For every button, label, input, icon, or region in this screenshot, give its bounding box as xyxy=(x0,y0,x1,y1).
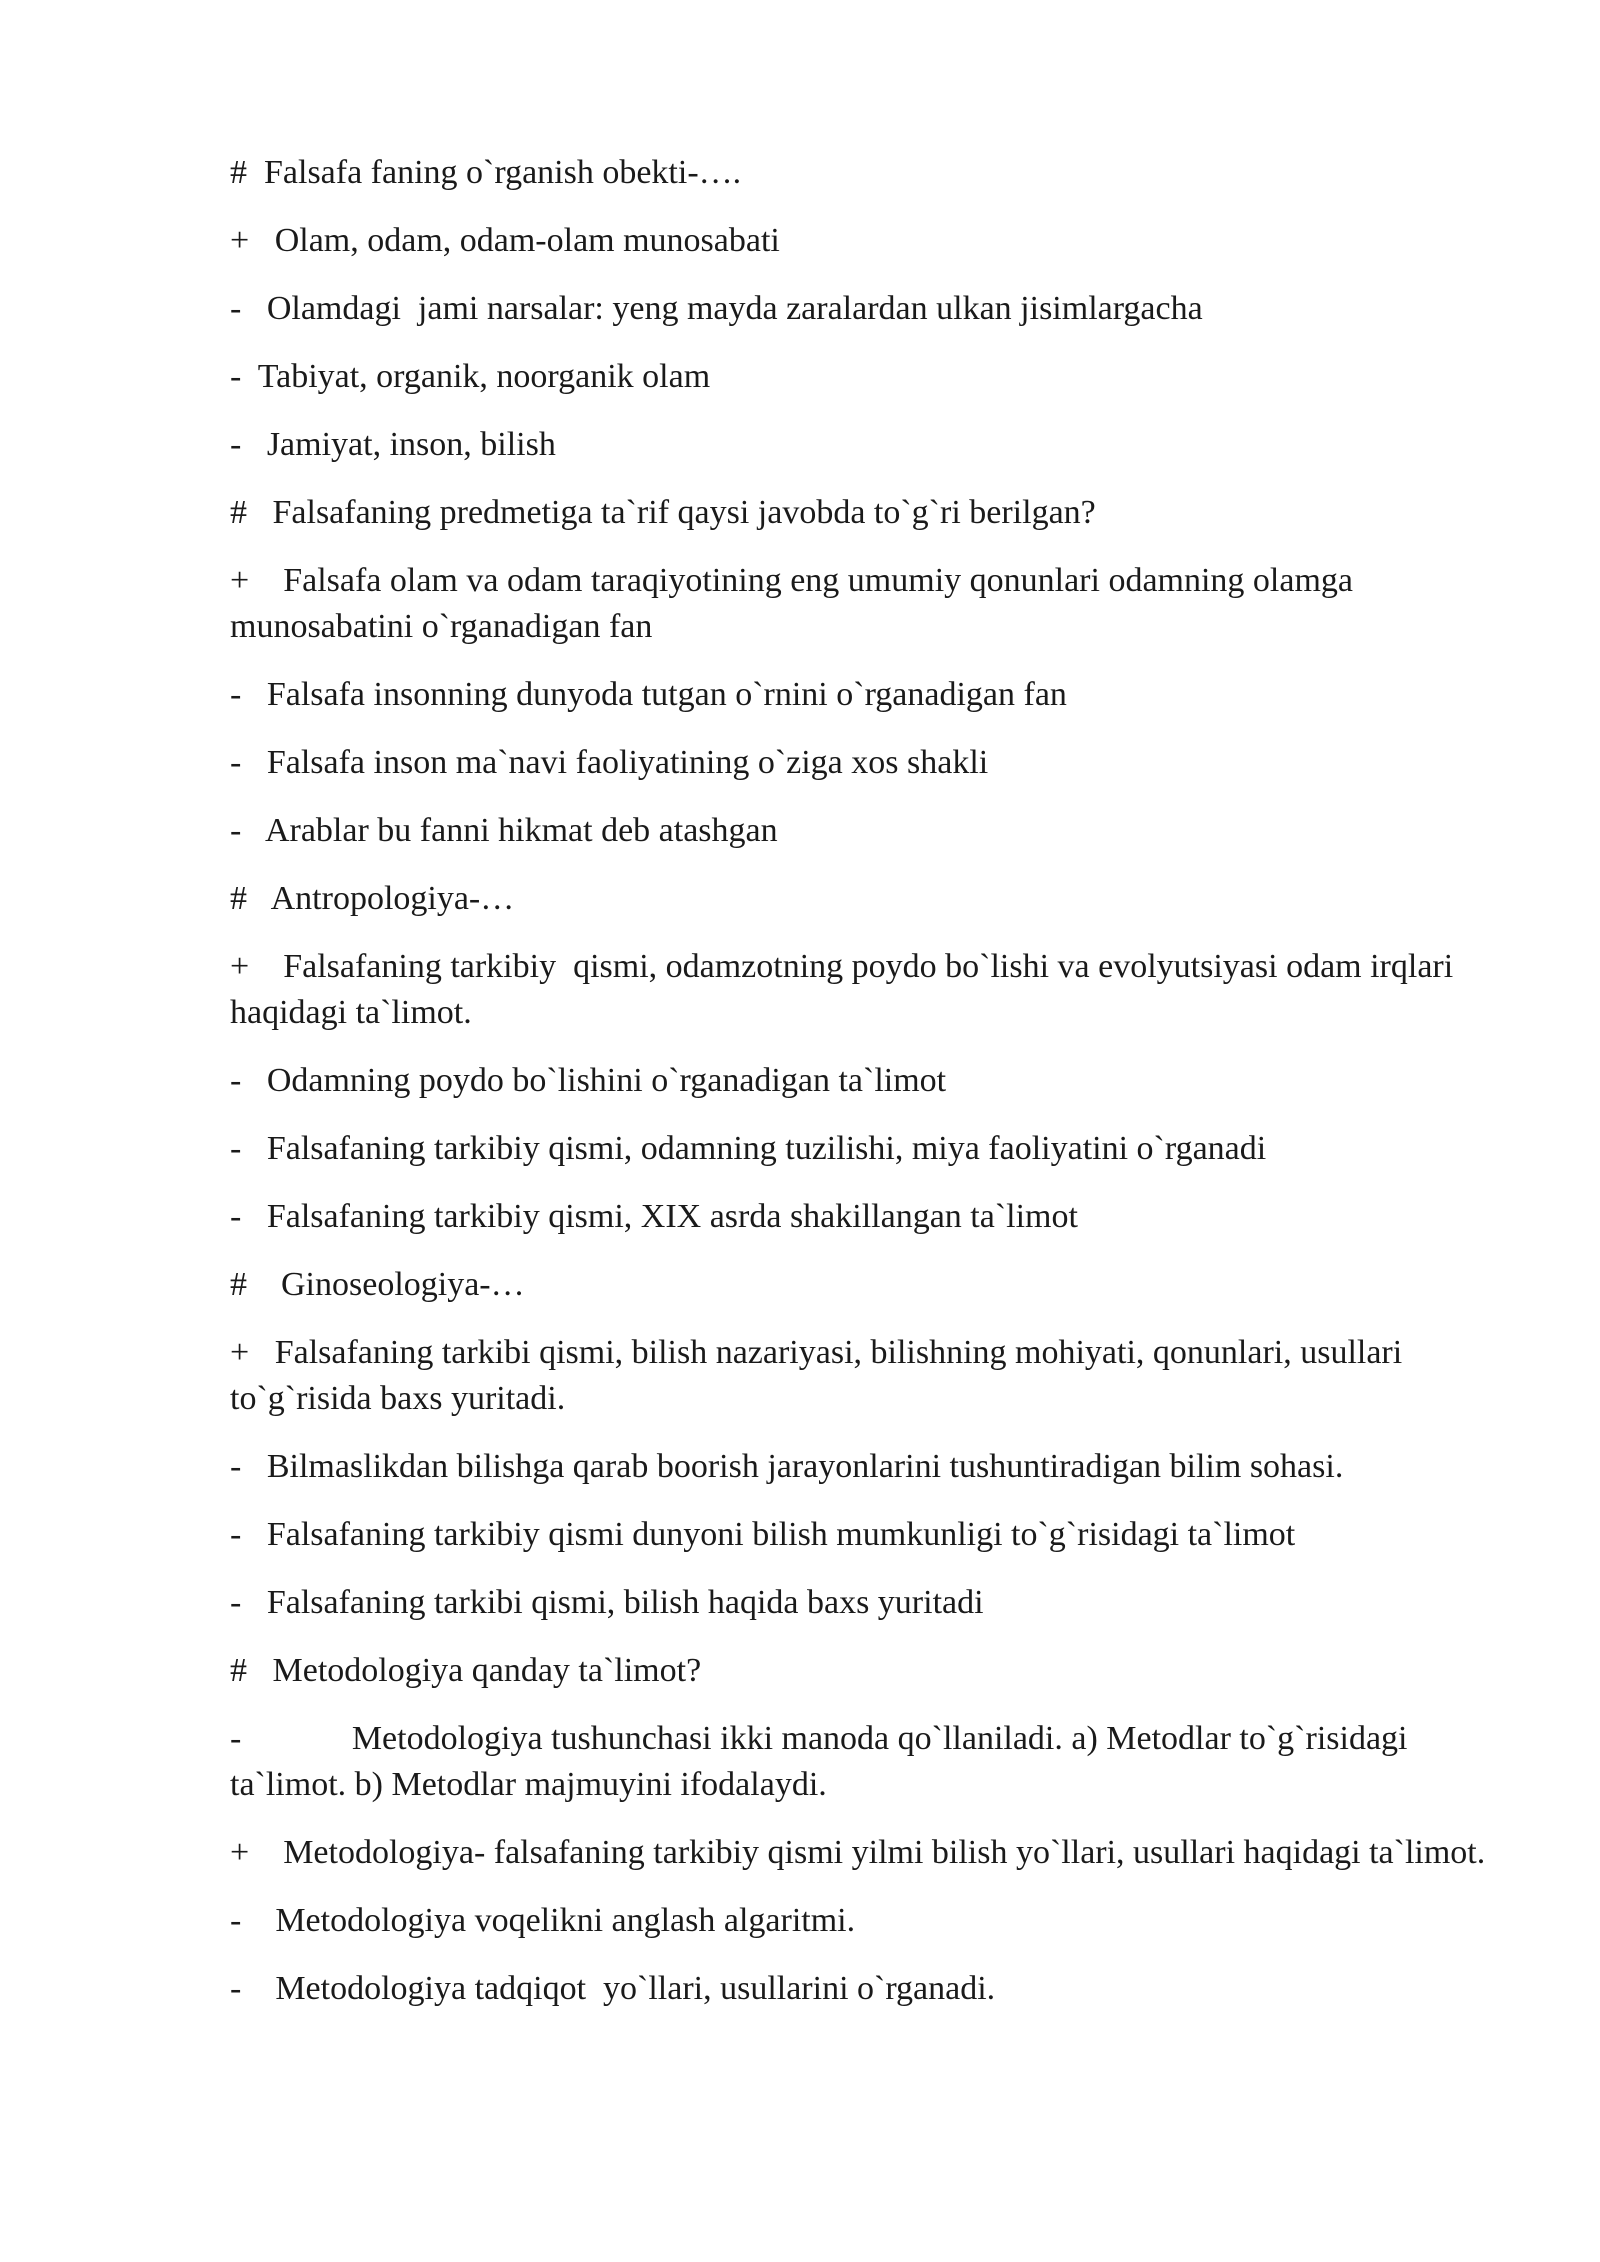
answer-option-line: - Falsafaning tarkibiy qismi, odamning tuzilishi, miya faoliyatini o`rganadi xyxy=(230,1130,1267,1167)
question-line: # Ginoseologiya-… xyxy=(230,1266,525,1303)
answer-option-line: - Olamdagi jami narsalar: yeng mayda zaralardan ulkan jisimlargacha xyxy=(230,290,1203,327)
answer-option-line: - Falsafaning tarkibi qismi, bilish haqida baxs yuritadi xyxy=(230,1584,984,1621)
answer-option-line: - Metodologiya tushunchasi ikki manoda qo`llaniladi. a) Metodlar to`g`risidagi ta`limot. b) Metodlar majmuyini ifodalaydi. xyxy=(230,1720,1416,1803)
question-line: # Metodologiya qanday ta`limot? xyxy=(230,1652,702,1689)
answer-option-line: - Tabiyat, organik, noorganik olam xyxy=(230,358,711,395)
answer-option-line: - Bilmaslikdan bilishga qarab boorish jarayonlarini tushuntiradigan bilim sohasi. xyxy=(230,1448,1344,1485)
correct-answer-line: + Falsafa olam va odam taraqiyotining eng umumiy qonunlari odamning olamga munosabatini o`rganadigan fan xyxy=(230,562,1362,645)
answer-option-line: - Falsafa inson ma`navi faoliyatining o`ziga xos shakli xyxy=(230,744,989,781)
answer-option-line: - Falsafaning tarkibiy qismi dunyoni bilish mumkunligi to`g`risidagi ta`limot xyxy=(230,1516,1296,1553)
answer-option-line: - Metodologiya voqelikni anglash algaritmi. xyxy=(230,1902,856,1939)
correct-answer-line: + Olam, odam, odam-olam munosabati xyxy=(230,222,780,259)
answer-option-line: - Metodologiya tadqiqot yo`llari, usullarini o`rganadi. xyxy=(230,1970,996,2007)
answer-option-line: - Falsafa insonning dunyoda tutgan o`rnini o`rganadigan fan xyxy=(230,676,1067,713)
question-line: # Antropologiya-… xyxy=(230,880,515,917)
correct-answer-line: + Falsafaning tarkibiy qismi, odamzotning poydo bo`lishi va evolyutsiyasi odam irqlari haqidagi ta`limot. xyxy=(230,948,1462,1031)
correct-answer-line: + Metodologiya- falsafaning tarkibiy qismi yilmi bilish yo`llari, usullari haqidagi ta`limot. xyxy=(230,1834,1486,1871)
answer-option-line: - Odamning poydo bo`lishini o`rganadigan ta`limot xyxy=(230,1062,947,1099)
answer-option-line: - Arablar bu fanni hikmat deb atashgan xyxy=(230,812,778,849)
question-line: # Falsafa faning o`rganish obekti-…. xyxy=(230,154,742,191)
answer-option-line: - Jamiyat, inson, bilish xyxy=(230,426,556,463)
answer-option-line: - Falsafaning tarkibiy qismi, XIX asrda shakillangan ta`limot xyxy=(230,1198,1078,1235)
question-line: # Falsafaning predmetiga ta`rif qaysi javobda to`g`ri berilgan? xyxy=(230,494,1096,531)
test-questions-content xyxy=(230,150,1500,2034)
correct-answer-line: + Falsafaning tarkibi qismi, bilish nazariyasi, bilishning mohiyati, qonunlari, usullari to`g`risida baxs yuritadi. xyxy=(230,1334,1411,1417)
